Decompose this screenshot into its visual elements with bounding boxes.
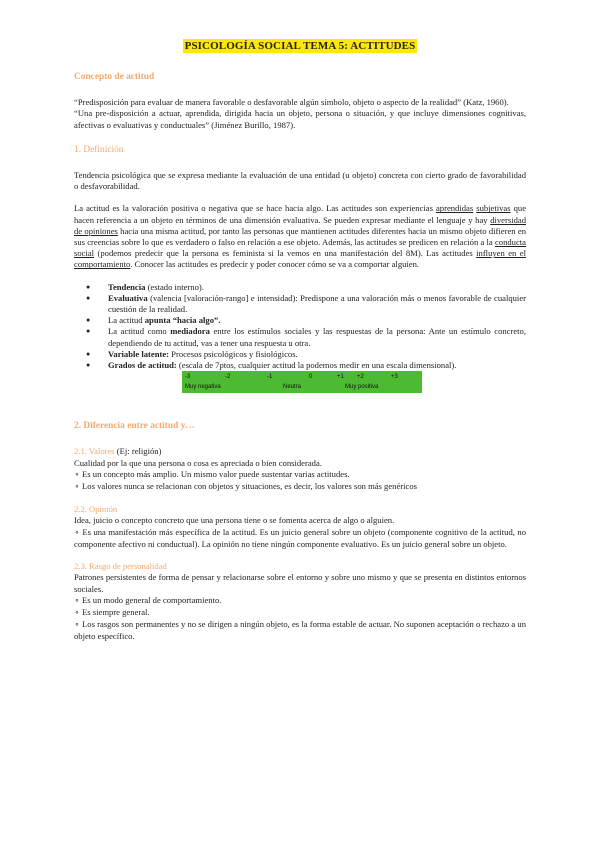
scale-number: -2: [225, 374, 231, 381]
rasgo-definition: Patrones persistentes de forma de pensar y relacionarse sobre el entorno y sobre uno mismo y que se presenta en distintos entornos sociales.: [74, 572, 526, 594]
actitud-characteristics-list: [74, 282, 526, 372]
point-text: Es una manifestación más específica de la actitud. Es un juicio general sobre un objeto (componente cognitivo de la actitud, no componente afectivo ni conductual). La opinión no tiene ningún componente evaluativo. Es un juicio general sobre un objeto.: [74, 526, 526, 549]
list-item: [74, 360, 526, 371]
point-text: Los rasgos son permanentes y no se dirigen a ningún objeto, es la forma estable de actuar. No suponen aceptación o rechazo a un objeto específico.: [74, 619, 526, 642]
list-item: [74, 282, 526, 293]
item-bold: Evaluativa: [108, 292, 148, 303]
quote-jimenez-burillo: “Una pre-disposición a actuar, aprendida, dirigida hacia un objeto, persona o situación, y que incluye dimensiones cognitivas, afectivas o evaluativas y conductuales” (Jiménez Burillo, 1987).: [74, 108, 526, 130]
circle-bullet-icon: ⚬: [74, 596, 80, 605]
heading-definicion: 1. Definición: [74, 144, 124, 155]
item-bold: mediadora: [170, 326, 210, 337]
item-text: La actitud: [108, 315, 145, 326]
text-run: (podemos predecir que la persona es feminista si la vemos en una manifestación del 8M). Las actitudes: [94, 248, 477, 259]
valores-example: (Ej: religión): [114, 446, 162, 457]
list-item: [74, 349, 526, 360]
heading-rasgo: 2.3. Rasgo de personalidad: [74, 561, 167, 572]
heading-diferencia: 2. Diferencia entre actitud y…: [74, 421, 195, 432]
item-bold: apunta “hacia algo”.: [144, 315, 221, 326]
text-run: . Conocer las actitudes es predecir y poder conocer cómo se va a comportar alguien.: [130, 259, 420, 270]
underlined-influyen: influyen en el comportamiento: [74, 248, 526, 270]
scale-number: -1: [267, 374, 273, 381]
scale-number: +3: [391, 374, 398, 381]
definicion-paragraph-2: [74, 203, 526, 270]
valores-definition: Cualidad por la que una persona o cosa es apreciada o bien considerada.: [74, 457, 322, 468]
rasgo-point: [74, 607, 526, 619]
document-title: [0, 36, 600, 54]
scale-number: +2: [357, 374, 364, 381]
underlined-aprendidas: aprendidas: [435, 203, 474, 214]
underlined-diversidad: diversidad de opiniones: [74, 214, 526, 236]
rasgo-point: [74, 619, 526, 642]
list-item: [74, 293, 526, 315]
attitude-scale-figure: [182, 371, 422, 393]
circle-bullet-icon: ⚬: [74, 621, 80, 630]
item-bold: Grados de actitud:: [108, 360, 177, 371]
item-text: (escala de 7ptos, cualquier actitud la podemos medir en una escala dimensional).: [176, 360, 457, 371]
scale-label: Muy negativa: [185, 384, 221, 391]
point-text: Es un concepto más amplio. Un mismo valor puede sustentar varias actitudes.: [82, 468, 350, 479]
opinion-point: [74, 527, 526, 550]
heading-valores: 2.1. Valores: [74, 446, 115, 457]
scale-number: -3: [185, 374, 191, 381]
point-text: Es un modo general de comportamiento.: [82, 594, 222, 605]
valores-heading-line: [74, 446, 526, 457]
item-text: (estado interno).: [145, 281, 204, 292]
item-bold: Tendencia: [108, 281, 146, 292]
circle-bullet-icon: ⚬: [74, 483, 80, 492]
point-text: Es siempre general.: [82, 606, 150, 617]
scale-label: Neutra: [283, 384, 302, 391]
underlined-subjetivas: subjetivas: [476, 203, 511, 214]
scale-label: Muy positiva: [345, 384, 379, 391]
definicion-paragraph-1: Tendencia psicológica que se expresa mediante la evaluación de una entidad (u objeto) concreta con cierto grado de favorabilidad o desfavorabilidad.: [74, 170, 526, 192]
circle-bullet-icon: ⚬: [74, 528, 80, 537]
scale-number: 0: [309, 374, 313, 381]
item-text: entre los estímulos sociales y las respuestas de la persona: Ante un estímulo concreto, dependiendo de tu actitud, vas a tener una respuesta u otra.: [108, 326, 526, 348]
opinion-definition: Idea, juicio o concepto concreto que una persona tiene o se fomenta acerca de algo o alguien.: [74, 515, 395, 526]
document-body: [74, 70, 526, 643]
item-bold: Variable latente:: [108, 348, 170, 359]
heading-concepto: Concepto de actitud: [74, 72, 155, 82]
item-text: La actitud como: [108, 326, 171, 337]
heading-opinion: 2.2. Opinión: [74, 504, 118, 515]
text-run: que hacen referencia a un objeto en términos de una dimensión evaluativa. Se pueden expresar mediante el lenguaje y hay: [74, 203, 527, 225]
circle-bullet-icon: ⚬: [74, 608, 80, 617]
valores-point: [74, 469, 526, 481]
item-text: (valencia [valoración-rango] e intensidad): Predispone a una valoración más o menos favorable de cualquier cuestión de la realidad.: [108, 292, 526, 315]
title-text: PSICOLOGÍA SOCIAL TEMA 5: ACTITUDES: [184, 40, 416, 52]
valores-point: [74, 481, 526, 493]
item-text: Procesos psicológicos y fisiológicos.: [169, 348, 298, 359]
rasgo-point: [74, 595, 526, 607]
list-item: [74, 326, 526, 348]
underlined-conducta-social: conducta social: [74, 237, 526, 259]
scale-number: +1: [337, 374, 344, 381]
text-run: La actitud es la valoración positiva o negativa que se hace hacia algo. Las actitudes son experiencias: [74, 203, 436, 214]
text-run: hacia una misma actitud, por tanto las personas que mantienen actitudes diferentes hacia un mismo objeto difieren en sus creencias sobre lo que es verdadero o falso en relación a ese objeto. Además, las actitudes se predicen en relación a la: [74, 225, 526, 248]
quote-katz: “Predisposición para evaluar de manera favorable o desfavorable algún símbolo, objeto o aspecto de la realidad” (Katz, 1960).: [74, 97, 509, 108]
point-text: Los valores nunca se relacionan con objetos y situaciones, es decir, los valores son más genéricos: [82, 481, 417, 492]
list-item: [74, 315, 526, 326]
circle-bullet-icon: ⚬: [74, 470, 80, 479]
